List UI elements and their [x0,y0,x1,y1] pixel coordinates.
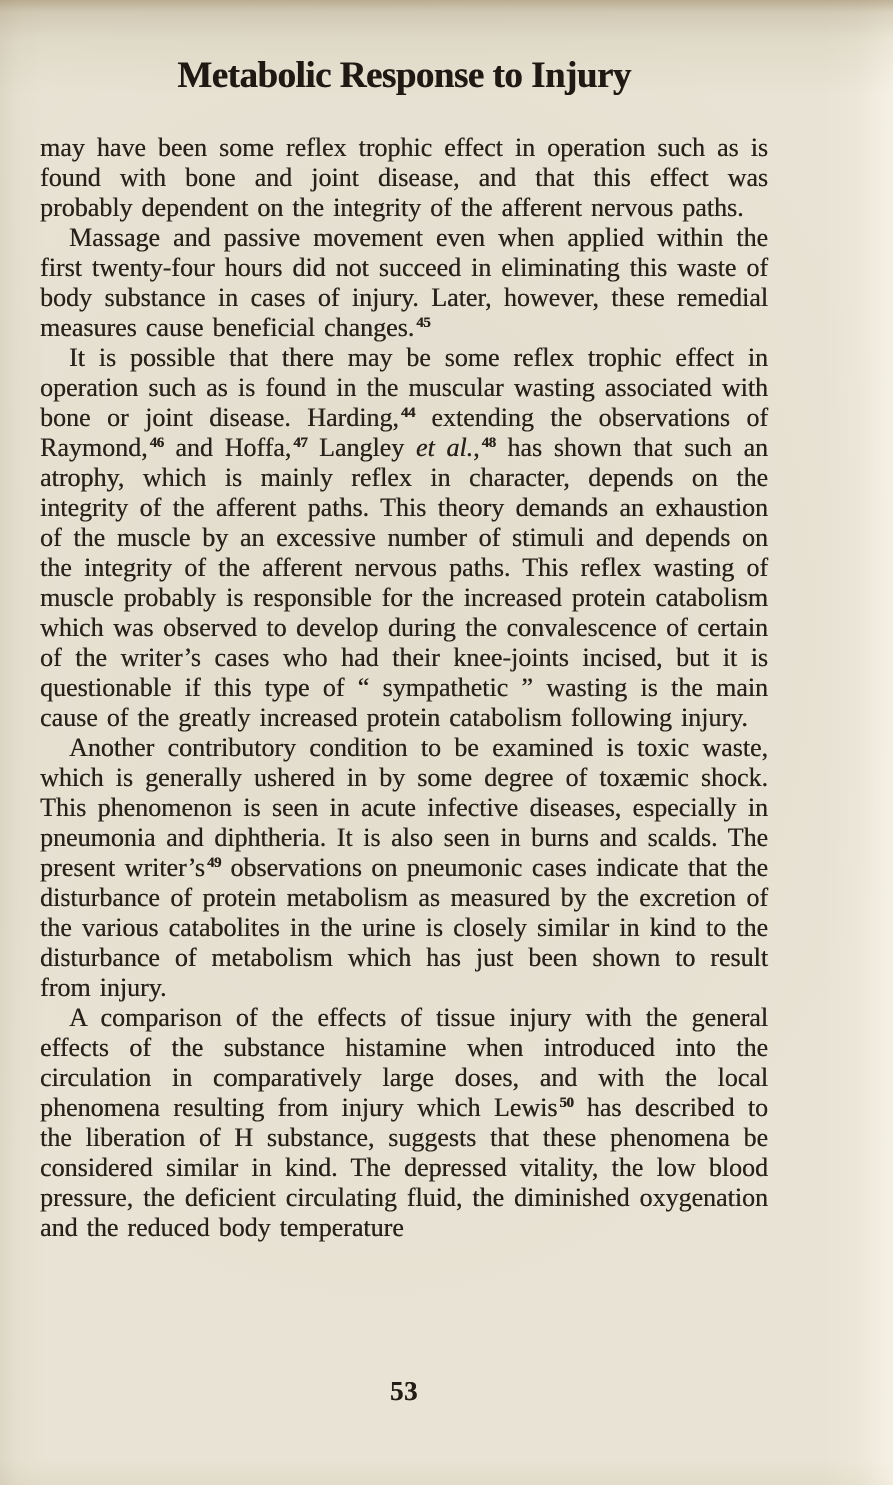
text-segment: Massage and passive movement even when applied within the first twenty-four hours did not succeed in eliminating this waste of body substance in cases of injury. Later, however, these remedial measures cause beneficial changes. [40,223,768,342]
text-segment: , [473,433,480,462]
footnote-ref-45: 45 [416,315,431,331]
page-number: 53 [390,1376,418,1406]
paragraph-4 [40,733,768,1003]
text-segment: has shown that such an atrophy, which is mainly reflex in character, depends on the integrity of the afferent paths. This theory demands an exhaustion of the muscle by an excessive number of stimuli and depends on the integrity of the afferent nervous paths. This reflex wasting of muscle probably is responsible for the increased protein catabolism which was observed to develop during the convalescence of certain of the writer’s cases who had their knee-joints incised, but it is questionable if this type of “ sympathetic ” wasting is the main cause of the greatly increased protein catabolism following injury. [40,433,768,732]
text-segment: Another contributory condition to be examined is toxic waste, which is generally ushered in by some degree of toxæmic shock. This phenomenon is seen in acute infective diseases, especially in pneumonia and diphtheria. It is also seen in burns and scalds. The present writer’s [40,733,768,882]
paragraph-3 [40,343,768,733]
paragraph-5 [40,1003,768,1243]
footnote-ref-46: 46 [149,435,164,451]
footnote-ref-50: 50 [559,1095,574,1111]
text-segment: It is possible that there may be some reflex trophic effect in operation such as is found in the muscular wasting associated with bone or joint disease. Harding, [40,343,768,432]
text-segment: A comparison of the effects of tissue injury with the general effects of the substance histamine when introduced into the circulation in comparatively large doses, and with the local phenomena resulting from injury which Lewis [40,1003,768,1122]
text-segment-et-al: et al. [415,433,474,462]
text-segment: and Hoffa, [163,433,292,462]
text-segment: may have been some reflex trophic effect in operation such as is found with bone and joint disease, and that this effect was probably dependent on the integrity of the afferent nervous paths. [40,133,768,222]
text-segment: extending the observations of Raymond, [40,403,768,462]
text-block [40,133,768,1243]
paragraph-1 [40,133,768,223]
paragraph-2 [40,223,768,343]
footnote-ref-44: 44 [400,405,415,421]
text-segment: has described to the liberation of H substance, suggests that these phenomena be considered similar in kind. The depressed vitality, the low blood pressure, the deficient circulating fluid, the diminished oxygenation and the reduced body temperature [40,1093,768,1242]
text-segment: Langley [307,433,416,462]
footnote-ref-47: 47 [293,435,308,451]
footnote-ref-49: 49 [206,855,221,871]
text-segment: observations on pneumonic cases indicate that the disturbance of protein metabolism as measured by the excretion of the various catabolites in the urine is closely similar in kind to the disturbance of metabolism which has just been shown to result from injury. [40,853,768,1002]
footnote-ref-48: 48 [481,435,496,451]
page-title: Metabolic Response to Injury [177,55,631,96]
